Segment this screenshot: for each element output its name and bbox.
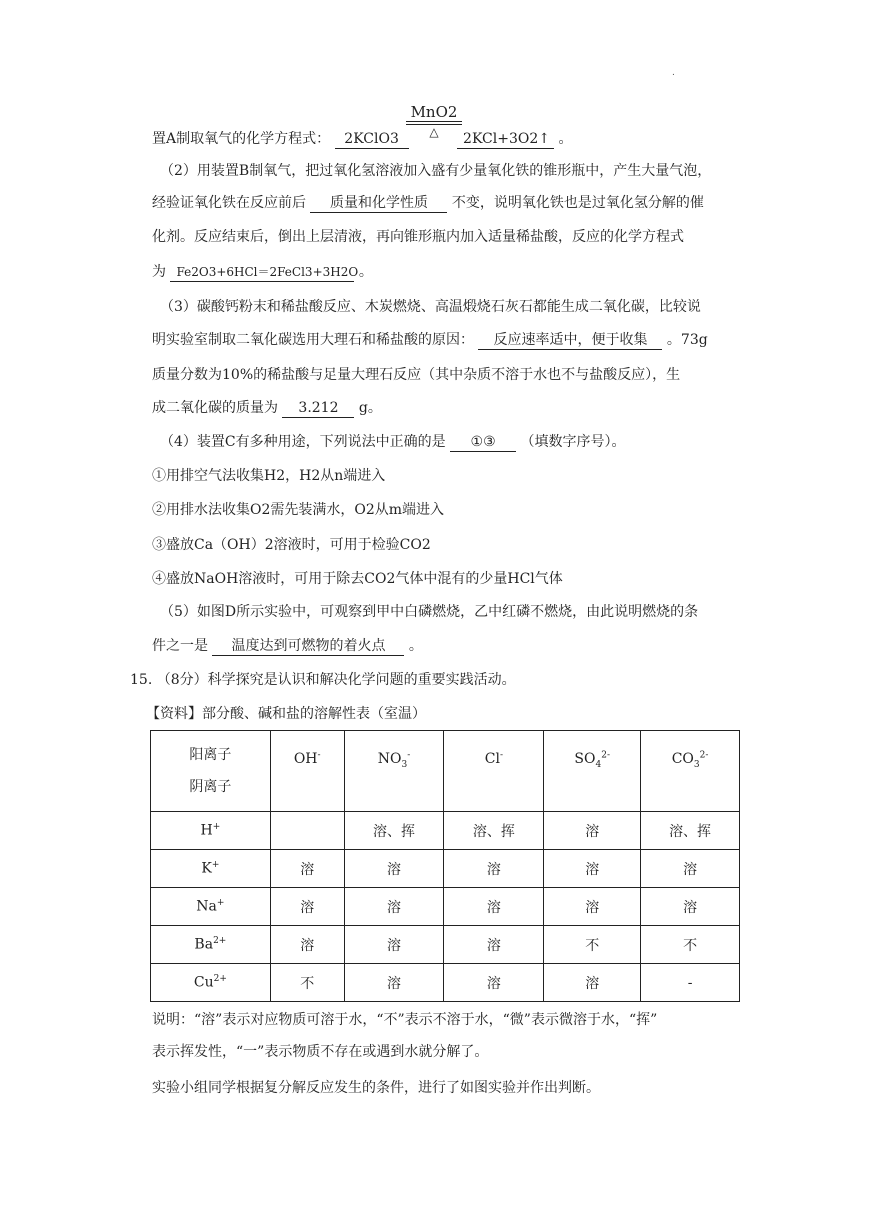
final-line: 实验小组同学根据复分解反应发生的条件，进行了如图实验并作出判断。 <box>152 1080 600 1096</box>
table-cell: 溶 <box>544 850 641 888</box>
table-row <box>151 888 740 926</box>
table-cell: 溶 <box>544 812 641 850</box>
cation-cell: K+ <box>151 850 271 888</box>
q3-line3: 质量分数为10%的稀盐酸与足量大理石反应（其中杂质不溶于水也不与盐酸反应），生 <box>152 367 681 383</box>
q4-option-2: ②用排水法收集O2需先装满水，O2从m端进入 <box>152 502 445 518</box>
q3-line2-pre: 明实验室制取二氧化碳选用大理石和稀盐酸的原因： <box>152 332 474 348</box>
q2-line2 <box>152 193 704 213</box>
cation-cell: $Cu^{2+}$ <box>151 964 271 1002</box>
table-corner-cell <box>151 731 271 812</box>
catalyst-label: MnO2 <box>410 103 458 121</box>
corner-bottom-label: 阴离子 <box>189 779 232 795</box>
q2-line2-pre: 经验证氧化铁在反应前后 <box>152 195 306 211</box>
page-mark: . <box>672 68 675 78</box>
table-row <box>151 812 740 850</box>
q5-line2-post: 。 <box>408 638 423 654</box>
table-cell: 溶 <box>270 926 344 964</box>
q4-answer: ①③ <box>450 433 516 452</box>
table-row <box>151 964 740 1002</box>
equation-line <box>152 129 572 149</box>
q5-line2-pre: 件之一是 <box>152 638 208 654</box>
equation-right: 2KCl+3O2↑ <box>457 130 554 149</box>
table-cell: 溶 <box>444 926 544 964</box>
q5-line1: （5）如图D所示实验中，可观察到甲中白磷燃烧，乙中红磷不燃烧，由此说明燃烧的条 <box>160 604 699 620</box>
anion-header: $NO_3^-$ <box>344 731 444 812</box>
q4-option-4: ④盛放NaOH溶液时，可用于除去CO2气体中混有的少量HCl气体 <box>152 571 563 587</box>
q2-line1: （2）用装置B制氧气，把过氧化氢溶液加入盛有少量氧化铁的锥形瓶中，产生大量气泡， <box>160 163 712 179</box>
table-cell: 溶 <box>544 888 641 926</box>
q4-option-3: ③盛放Ca（OH）2溶液时，可用于检验CO2 <box>152 537 431 553</box>
material-heading: 【资料】部分酸、碱和盐的溶解性表（室温） <box>146 706 426 722</box>
table-cell: 溶、挥 <box>641 812 740 850</box>
q3-answer-2: 3.212 <box>282 399 354 418</box>
equation-lead: 置A制取氧气的化学方程式： <box>152 131 331 147</box>
q2-line4 <box>152 262 373 282</box>
table-cell: 溶 <box>344 850 444 888</box>
cation-cell: Na+ <box>151 888 271 926</box>
q5-answer: 温度达到可燃物的着火点 <box>212 637 404 656</box>
equation-tail: 。 <box>558 131 573 147</box>
table-cell: 溶、挥 <box>444 812 544 850</box>
table-cell: - <box>641 964 740 1002</box>
table-cell: 溶 <box>344 926 444 964</box>
q2-line4-pre: 为 <box>152 264 166 280</box>
equation-left: 2KClO3 <box>335 130 409 149</box>
table-cell: 溶 <box>444 888 544 926</box>
table-cell: 溶 <box>641 850 740 888</box>
heat-symbol: △ <box>429 125 439 139</box>
anion-header: $SO_4^{2-}$ <box>544 731 641 812</box>
table-cell: 不 <box>270 964 344 1002</box>
table-cell: 不 <box>641 926 740 964</box>
q3-line2-post: 。73g <box>666 332 708 348</box>
table-cell: 溶、挥 <box>344 812 444 850</box>
corner-top-label: 阳离子 <box>189 747 232 763</box>
table-cell: 溶 <box>544 964 641 1002</box>
anion-header: Cl- <box>444 731 544 812</box>
question-number: 15. <box>130 672 153 688</box>
q2-line3: 化剂。反应结束后，倒出上层清液，再向锥形瓶内加入适量稀盐酸，反应的化学方程式 <box>152 229 684 245</box>
q4-line1 <box>160 432 626 452</box>
q15-heading <box>130 670 516 690</box>
q5-line2 <box>152 636 423 656</box>
table-cell: 溶 <box>270 888 344 926</box>
note-line2: 表示挥发性，“一”表示物质不存在或遇到水就分解了。 <box>152 1044 489 1060</box>
table-row <box>151 850 740 888</box>
q3-line4-post: g。 <box>358 400 382 416</box>
q4-line1-pre: （4）装置C有多种用途，下列说法中正确的是 <box>160 434 446 450</box>
q4-option-1: ①用排空气法收集H2，H2从n端进入 <box>152 468 386 484</box>
question-text: （8分）科学探究是认识和解决化学问题的重要实践活动。 <box>156 672 516 688</box>
table-cell: 溶 <box>444 850 544 888</box>
note-line1: 说明：“溶”表示对应物质可溶于水，“不”表示不溶于水，“微”表示微溶于水，“挥” <box>152 1012 658 1028</box>
solubility-table <box>150 730 740 1002</box>
q3-line1: （3）碳酸钙粉末和稀盐酸反应、木炭燃烧、高温煅烧石灰石都能生成二氧化碳，比较说 <box>160 299 701 315</box>
q3-line4 <box>152 398 382 418</box>
table-header-row <box>151 731 740 812</box>
q2-answer-2: Fe2O3+6HCl＝2FeCl3+3H2O <box>170 263 354 282</box>
q3-line2 <box>152 330 708 350</box>
table-cell: 溶 <box>344 964 444 1002</box>
q2-line2-post: 不变，说明氧化铁也是过氧化氢分解的催 <box>451 195 704 211</box>
table-cell: 溶 <box>641 888 740 926</box>
table-cell: 溶 <box>444 964 544 1002</box>
table-row <box>151 926 740 964</box>
q2-line4-post: 。 <box>358 264 373 280</box>
q3-answer-1: 反应速率适中，便于收集 <box>478 331 662 350</box>
table-cell <box>270 812 344 850</box>
cation-cell: H+ <box>151 812 271 850</box>
q3-line4-pre: 成二氧化碳的质量为 <box>152 400 278 416</box>
table-cell: 溶 <box>270 850 344 888</box>
anion-header: OH- <box>270 731 344 812</box>
q4-line1-post: （填数字序号）。 <box>520 434 626 450</box>
q2-answer-1: 质量和化学性质 <box>310 194 447 213</box>
anion-header: $CO_3^{2-}$ <box>641 731 740 812</box>
cation-cell: $Ba^{2+}$ <box>151 926 271 964</box>
table-cell: 不 <box>544 926 641 964</box>
table-cell: 溶 <box>344 888 444 926</box>
